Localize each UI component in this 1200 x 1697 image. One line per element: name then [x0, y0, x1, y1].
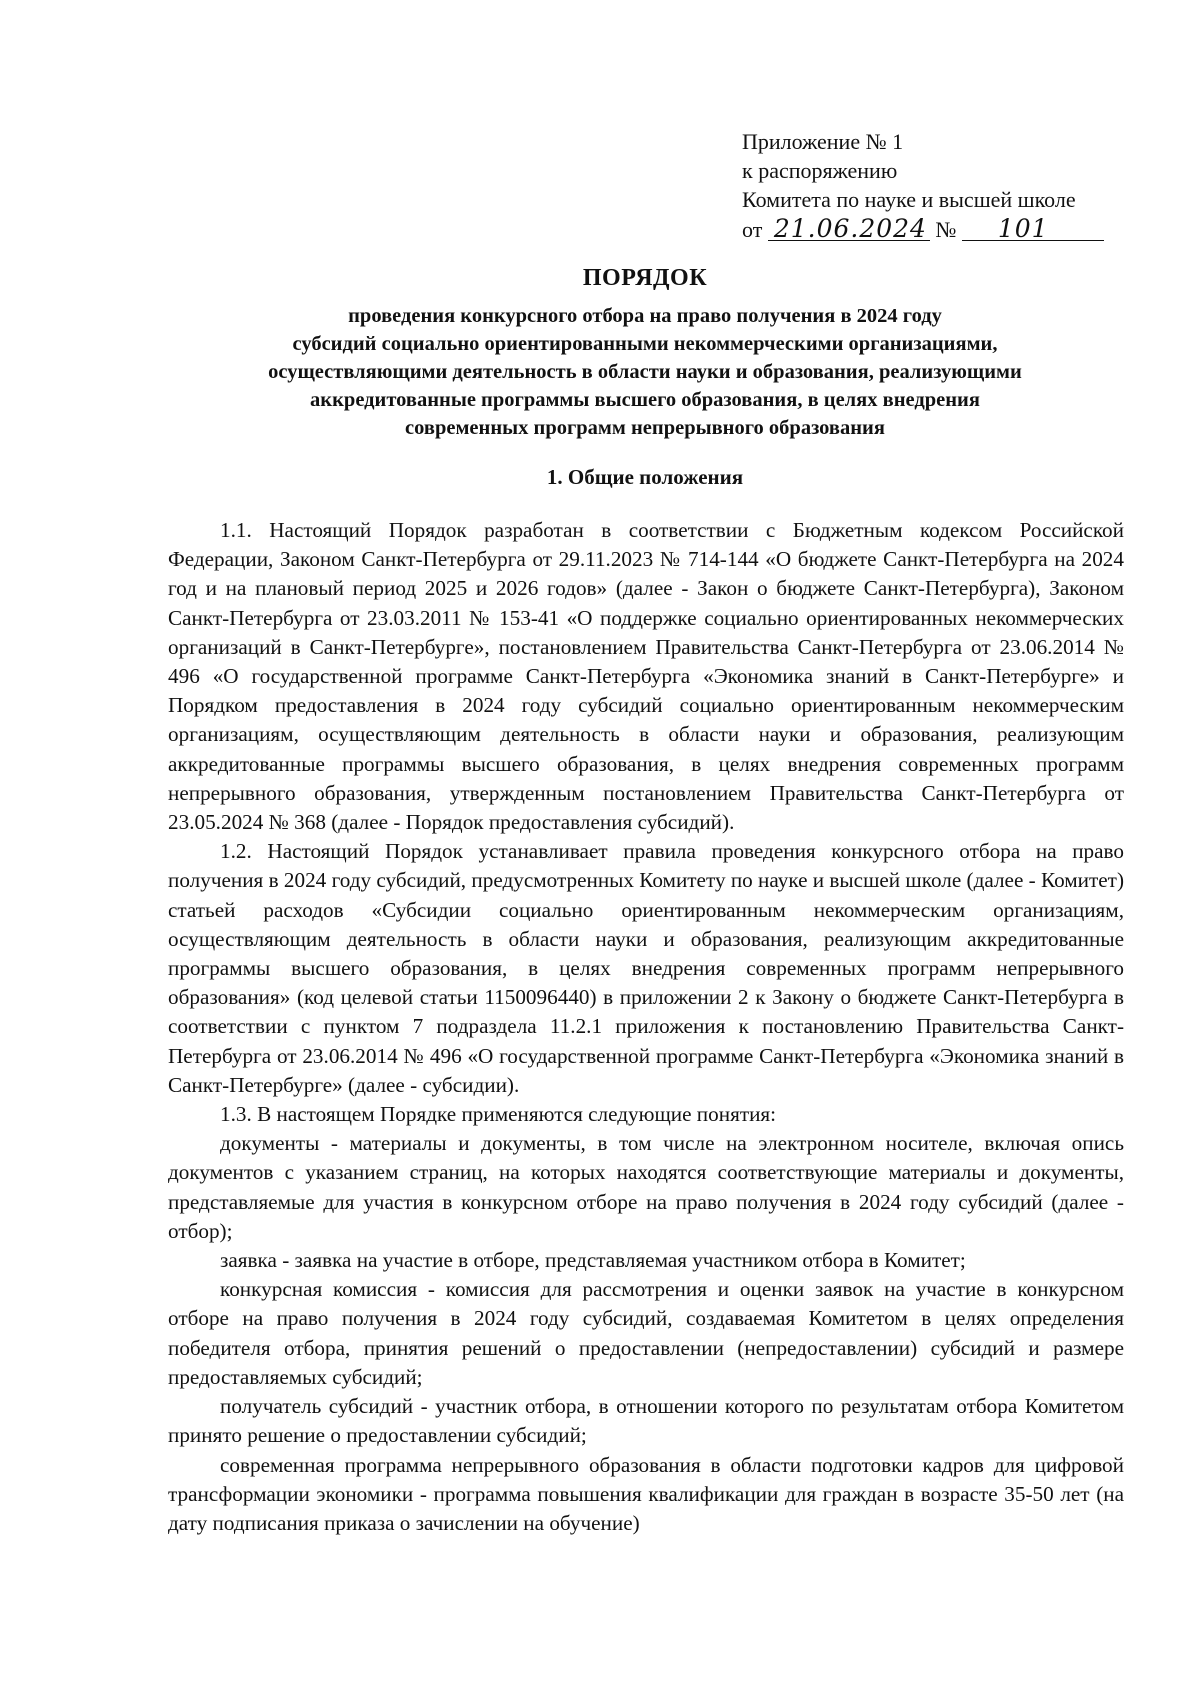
section-heading: 1. Общие положения [546, 465, 744, 489]
paragraph-1-1: 1.1. Настоящий Порядок разработан в соответствии с Бюджетным кодексом Российской Федерации, Законом Санкт-Петербурга от 29.11.2023 № 714-144 «О бюджете Санкт-Петербурга на 2024 год и на плановый период 2025 и 2026 годов» (далее - Закон о бюджете Санкт-Петербурга), Законом Санкт-Петербурга от 23.03.2011 № 153-41 «О поддержке социально ориентированных некоммерческих организаций в Санкт-Петербурге», постановлением Правительства Санкт-Петербурга от 23.06.2014 № 496 «О государственной программе Санкт-Петербурга «Экономика знаний в Санкт-Петербурге» и Порядком предоставления в 2024 году субсидий социально ориентированным некоммерческим организациям, осуществляющим деятельность в области науки и образования, реализующим аккредитованные программы высшего образования, в целях внедрения современных программ непрерывного образования, утвержденным постановлением Правительства Санкт-Петербурга от 23.05.2024 № 368 (далее - Порядок предоставления субсидий). [168, 518, 1124, 835]
handwritten-number: 101 [962, 214, 1104, 243]
handwritten-date: 21.06.2024 [768, 214, 930, 243]
document-title: ПОРЯДОК [582, 265, 708, 291]
definition-commission: конкурсная комиссия - комиссия для рассмотрения и оценки заявок на участие в конкурсном отборе на право получения в 2024 году субсидий, создаваемая Комитетом в целях определения победителя отбора, принятия решений о предоставлении (непредоставлении) субсидий и размере предоставляемых субсидий; [168, 1277, 1124, 1389]
annex-title: Приложение № 1 [742, 129, 904, 154]
document-subtitle [150, 302, 1140, 442]
annex-reference: к распоряжению [742, 158, 898, 183]
subtitle-line: проведения конкурсного отбора на право получения в 2024 году [348, 305, 942, 327]
annex-issuer: Комитета по науке и высшей школе [742, 187, 1076, 212]
date-prefix: от [742, 217, 763, 242]
subtitle-line: современных программ непрерывного образования [405, 417, 885, 439]
paragraph-1-3: 1.3. В настоящем Порядке применяются следующие понятия: [220, 1102, 777, 1127]
subtitle-line: субсидий социально ориентированными некоммерческими организациями, [292, 333, 998, 355]
definition-program: современная программа непрерывного образования в области подготовки кадров для цифровой трансформации экономики - программа повышения квалификации для граждан в возрасте 35-50 лет (на дату подписания приказа о зачислении на обучение) [168, 1452, 1124, 1535]
definition-application: заявка - заявка на участие в отборе, представляемая участником отбора в Комитет; [220, 1248, 966, 1273]
subtitle-line: осуществляющими деятельность в области науки и образования, реализующими [268, 361, 1022, 383]
definition-documents: документы - материалы и документы, в том числе на электронном носителе, включая опись документов с указанием страниц, на которых находятся соответствующие материалы и документы, представляемые для участия в конкурсном отборе на право получения в 2024 году субсидий (далее - отбор); [168, 1131, 1124, 1243]
document-body [168, 516, 1124, 1538]
definition-recipient: получатель субсидий - участник отбора, в отношении которого по результатам отбора Комитетом принято решение о предоставлении субсидий; [168, 1394, 1124, 1448]
annex-block [742, 127, 1122, 244]
number-label: № [935, 217, 957, 242]
paragraph-1-2: 1.2. Настоящий Порядок устанавливает правила проведения конкурсного отбора на право получения в 2024 году субсидий, предусмотренных Комитету по науке и высшей школе (далее - Комитет) статьей расходов «Субсидии социально ориентированным некоммерческим организациям, осуществляющим деятельность в области науки и образования, реализующим аккредитованные программы высшего образования, в целях внедрения современных программ непрерывного образования» (код целевой статьи 1150096440) в приложении 2 к Закону о бюджете Санкт-Петербурга в соответствии с пунктом 7 подраздела 11.2.1 приложения к постановлению Правительства Санкт-Петербурга от 23.06.2014 № 496 «О государственной программе Санкт-Петербурга «Экономика знаний в Санкт-Петербурге» (далее - субсидии). [168, 839, 1124, 1097]
subtitle-line: аккредитованные программы высшего образования, в целях внедрения [310, 389, 980, 411]
annex-date-number-row [742, 214, 1122, 244]
